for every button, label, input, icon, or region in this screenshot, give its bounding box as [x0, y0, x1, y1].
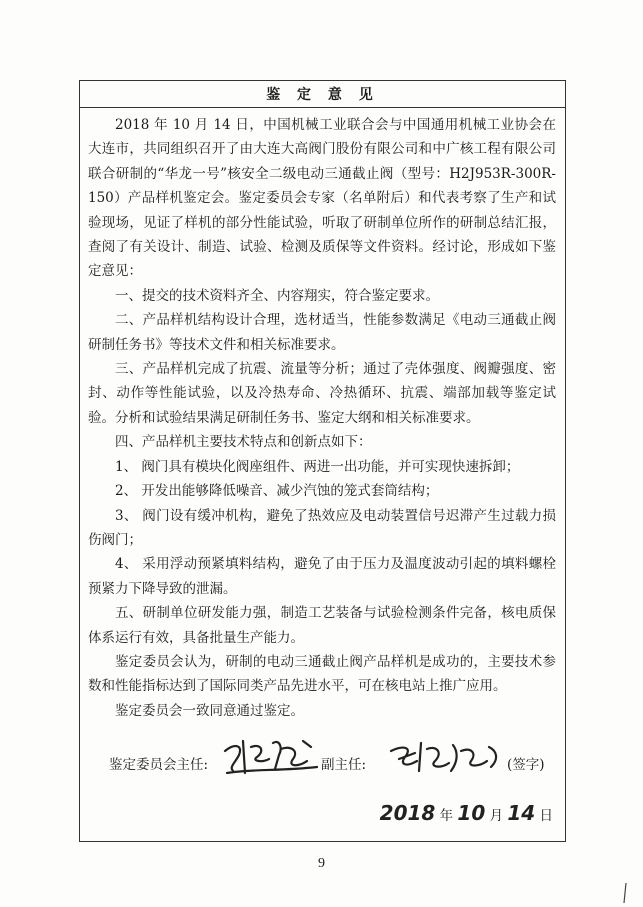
date-row	[380, 801, 553, 831]
paragraph-approval: 鉴定委员会一致同意通过鉴定。	[115, 702, 304, 719]
chair-signature-icon	[221, 733, 321, 777]
paragraph-item-2: 二、产品样机结构设计合理，选材适当，性能参数满足《电动三通截止阀研制任务书》等技术文件和相关标准要求。	[88, 312, 556, 353]
opinion-body	[88, 113, 556, 723]
page-number: 9	[318, 856, 325, 871]
vice-chair-signature-icon	[387, 737, 505, 777]
date-year: 2018	[379, 801, 436, 825]
document-heading: 鉴 定 意 见	[266, 87, 379, 103]
paragraph-feature-2: 2、 开发出能够降低噪音、减少汽蚀的笼式套筒结构；	[115, 483, 439, 500]
date-year-unit: 年	[439, 808, 454, 824]
paragraph-conclusion: 鉴定委员会认为，研制的电动三通截止阀产品样机是成功的，主要技术参数和性能指标达到了国际同类产品先进水平，可在核电站上推广应用。	[88, 653, 556, 695]
edge-pen-mark-icon	[622, 882, 628, 904]
paragraph-feature-4: 4、 采用浮动预紧填料结构，避免了由于压力及温度波动引起的填料螺栓预紧力下降导致的泄漏。	[88, 556, 556, 597]
date-month-unit: 月	[489, 808, 504, 824]
paragraph-feature-1: 1、 阀门具有模块化阀座组件、两进一出功能，并可实现快速拆卸；	[115, 458, 520, 475]
paragraph-item-4: 四、产品样机主要技术特点和创新点如下：	[115, 434, 372, 451]
chair-label: 鉴定委员会主任:	[109, 757, 209, 773]
date-month: 10	[457, 801, 486, 825]
paragraph-feature-3: 3、 阀门设有缓冲机构，避免了热效应及电动装置信号迟滞产生过载力损伤阀门；	[88, 507, 556, 548]
date-day-unit: 日	[539, 808, 553, 824]
paragraph-item-1: 一、提交的技术资料齐全、内容翔实，符合鉴定要求。	[115, 287, 439, 304]
vice-chair-label: 副主任:	[321, 757, 367, 773]
paragraph-item-5: 五、研制单位研发能力强，制造工艺装备与试验检测条件完备，核电质保体系运行有效，具备批量生产能力。	[88, 605, 556, 646]
signature-row	[109, 733, 549, 779]
heading-row	[80, 81, 565, 108]
sign-note: (签字)	[507, 757, 545, 773]
opinion-table	[79, 80, 566, 842]
paragraph-intro: 2018 年 10 月 14 日，中国机械工业联合会与中国通用机械工业协会在大连市，共同组织召开了由大连大高阀门股份有限公司和中广核工程有限公司联合研制的“华龙一号”核安全二级电动三通截止阀（型号：H2J953R-300R-150）产品样机鉴定会。鉴定委员会专家（名单附后）和代表考察了生产和试验现场，见证了样机的部分性能试验，听取了研制单位所作的研制总结汇报，查阅了有关设计、制造、试验、检测及质保等文件资料。经讨论，形成如下鉴定意见：	[88, 117, 556, 280]
paragraph-item-3: 三、产品样机完成了抗震、流量等分析；通过了壳体强度、阀瓣强度、密封、动作等性能试验，以及冷热寿命、冷热循环、抗震、端部加载等鉴定试验。分析和试验结果满足研制任务书、鉴定大纲和相关标准要求。	[88, 361, 556, 426]
date-day: 14	[507, 801, 536, 825]
